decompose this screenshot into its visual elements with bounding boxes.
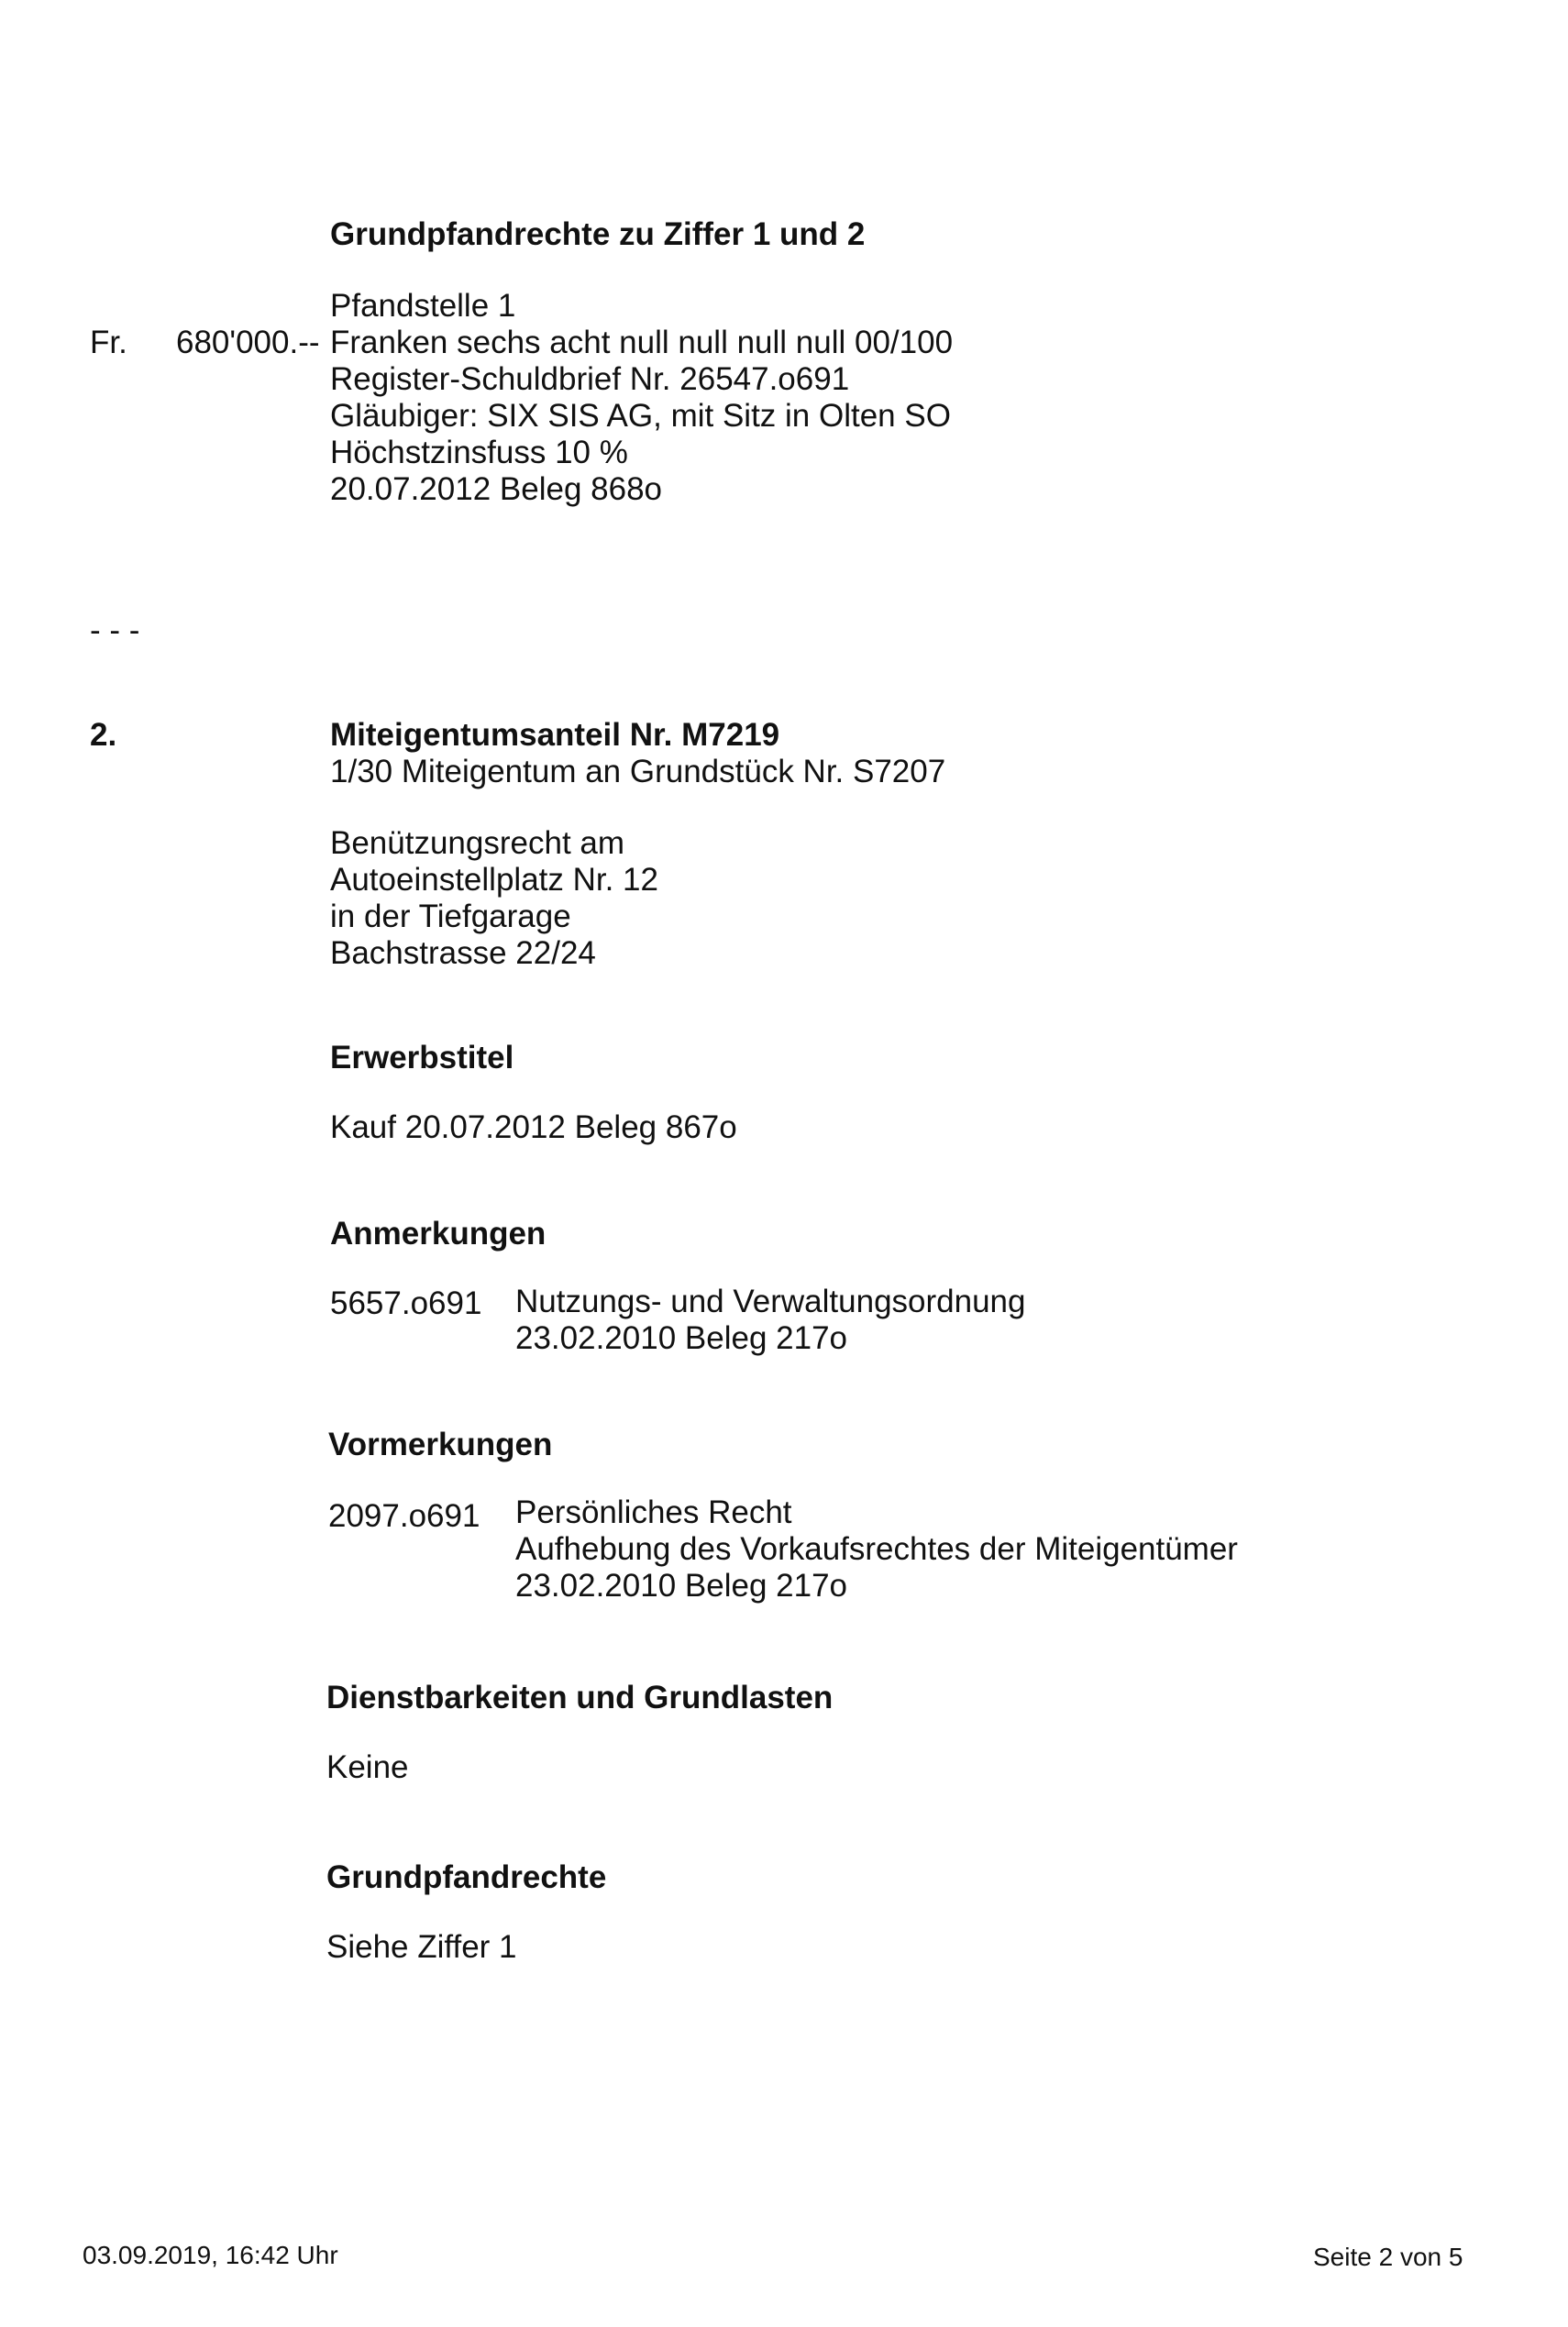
usage-line: Benützungsrecht am (330, 825, 625, 861)
anmerkungen-details (515, 1284, 1025, 1357)
item-title: Miteigentumsanteil Nr. M7219 (330, 717, 780, 753)
vormerkungen-code: 2097.o691 (328, 1498, 480, 1534)
usage-line: in der Tiefgarage (330, 899, 571, 934)
item-title-block (330, 717, 945, 790)
usage-right-block (330, 825, 658, 972)
grundpfandrechte-text: Siehe Ziffer 1 (326, 1929, 517, 1965)
mortgage-detail-line: 20.07.2012 Beleg 868o (330, 471, 662, 507)
section-separator: - - - (90, 612, 140, 648)
item-subtitle: 1/30 Miteigentum an Grundstück Nr. S7207 (330, 754, 946, 789)
mortgage-detail-line: Franken sechs acht null null null null 00/100 (330, 325, 954, 360)
erwerbstitel-text: Kauf 20.07.2012 Beleg 867o (330, 1109, 737, 1145)
erwerbstitel-heading: Erwerbstitel (330, 1040, 514, 1075)
anmerkungen-line: 23.02.2010 Beleg 217o (515, 1320, 847, 1356)
grundpfandrechte-heading: Grundpfandrechte (326, 1859, 607, 1895)
anmerkungen-code: 5657.o691 (330, 1285, 482, 1321)
item-number: 2. (90, 717, 117, 753)
usage-line: Autoeinstellplatz Nr. 12 (330, 862, 658, 898)
mortgage-rank-label: Pfandstelle 1 (330, 288, 516, 324)
mortgage-detail-line: Register-Schuldbrief Nr. 26547.o691 (330, 361, 850, 397)
dienstbarkeiten-text: Keine (326, 1749, 409, 1785)
footer-page-number: Seite 2 von 5 (1313, 2243, 1463, 2271)
mortgage-detail-line: Gläubiger: SIX SIS AG, mit Sitz in Olten SO (330, 398, 951, 434)
mortgage-amount: 680'000.-- (176, 325, 320, 360)
mortgage-heading: Grundpfandrechte zu Ziffer 1 und 2 (330, 216, 866, 252)
usage-line: Bachstrasse 22/24 (330, 935, 596, 971)
mortgage-currency: Fr. (90, 325, 127, 360)
anmerkungen-line: Nutzungs- und Verwaltungsordnung (515, 1284, 1026, 1319)
vormerkungen-line: Aufhebung des Vorkaufsrechtes der Miteigentümer (515, 1531, 1238, 1567)
mortgage-details (330, 325, 953, 508)
mortgage-detail-line: Höchstzinsfuss 10 % (330, 435, 628, 470)
footer-timestamp: 03.09.2019, 16:42 Uhr (83, 2241, 338, 2269)
vormerkungen-line: 23.02.2010 Beleg 217o (515, 1568, 847, 1604)
vormerkungen-line: Persönliches Recht (515, 1494, 792, 1530)
dienstbarkeiten-heading: Dienstbarkeiten und Grundlasten (326, 1680, 834, 1715)
vormerkungen-details (515, 1494, 1238, 1605)
vormerkungen-heading: Vormerkungen (328, 1427, 553, 1462)
anmerkungen-heading: Anmerkungen (330, 1216, 547, 1252)
